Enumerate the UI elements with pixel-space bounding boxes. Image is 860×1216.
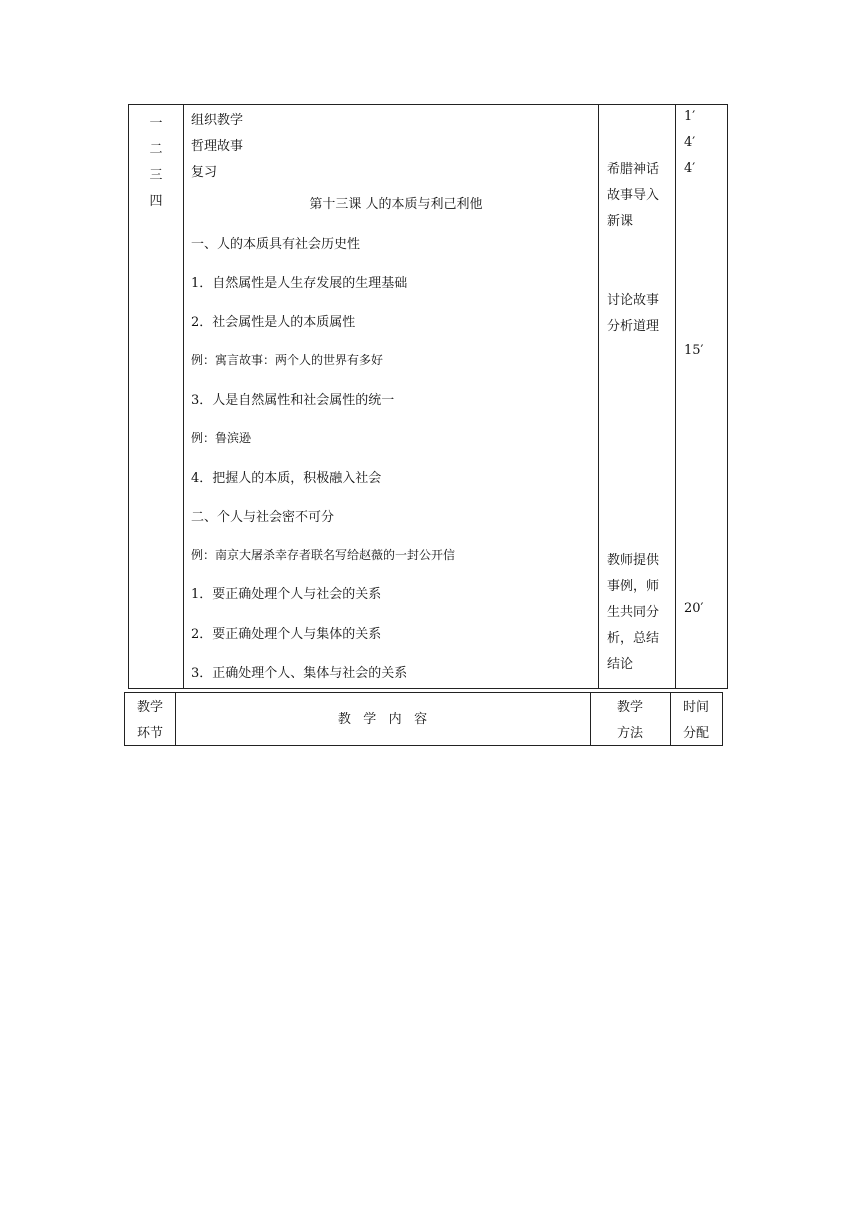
lesson-title: 第十三课 人的本质与利己利他 xyxy=(309,197,483,212)
method-line: 生共同分 xyxy=(607,605,660,620)
stage-number: 三 xyxy=(149,168,163,183)
header-time xyxy=(670,693,722,745)
header-stage xyxy=(125,693,175,745)
column-divider xyxy=(675,105,676,688)
time-value: 4′ xyxy=(684,161,696,176)
point: 2．要正确处理个人与集体的关系 xyxy=(191,627,382,642)
header-text: 环节 xyxy=(136,726,163,741)
time-value: 15′ xyxy=(684,343,704,358)
example: 例：南京大屠杀幸存者联名写给赵薇的一封公开信 xyxy=(191,548,456,562)
point: 2．社会属性是人的本质属性 xyxy=(191,315,356,330)
method-line: 新课 xyxy=(607,214,634,229)
method-line: 讨论故事 xyxy=(607,293,660,308)
item-organize: 组织教学 xyxy=(191,113,244,128)
method-line: 结论 xyxy=(607,657,634,672)
header-text: 教学 xyxy=(136,700,163,715)
point: 1．自然属性是人生存发展的生理基础 xyxy=(191,276,408,291)
method-block xyxy=(607,288,671,340)
method-line: 析，总结 xyxy=(607,631,660,646)
header-content: 教 学 内 容 xyxy=(337,712,428,727)
header-text: 教学 xyxy=(616,700,643,715)
example: 例：寓言故事：两个人的世界有多好 xyxy=(191,353,384,367)
table-header-row xyxy=(124,692,723,746)
method-line: 希腊神话 xyxy=(607,162,660,177)
stage-column xyxy=(129,111,183,215)
point: 3．正确处理个人、集体与社会的关系 xyxy=(191,666,408,681)
header-text: 分配 xyxy=(682,726,709,741)
point: 3．人是自然属性和社会属性的统一 xyxy=(191,393,395,408)
header-method xyxy=(590,693,670,745)
header-text: 时间 xyxy=(682,700,709,715)
time-value: 4′ xyxy=(684,135,696,150)
column-divider xyxy=(183,105,184,688)
stage-number: 四 xyxy=(149,194,163,209)
point: 1．要正确处理个人与社会的关系 xyxy=(191,587,382,602)
method-line: 分析道理 xyxy=(607,319,660,334)
time-value: 20′ xyxy=(684,601,704,616)
item-review: 复习 xyxy=(191,165,218,180)
header-text: 方法 xyxy=(616,726,643,741)
time-value: 1′ xyxy=(684,109,696,124)
method-line: 事例，师 xyxy=(607,579,660,594)
point: 4．把握人的本质，积极融入社会 xyxy=(191,471,382,486)
method-block xyxy=(607,548,671,678)
method-block xyxy=(607,157,671,235)
method-line: 故事导入 xyxy=(607,188,660,203)
stage-number: 一 xyxy=(149,116,163,131)
stage-number: 二 xyxy=(149,142,163,157)
item-story: 哲理故事 xyxy=(191,139,244,154)
example: 例：鲁滨逊 xyxy=(191,431,252,445)
method-line: 教师提供 xyxy=(607,553,660,568)
section-heading: 一、人的本质具有社会历史性 xyxy=(191,237,361,252)
section-heading: 二、个人与社会密不可分 xyxy=(191,510,335,525)
lesson-plan-table xyxy=(128,104,728,689)
